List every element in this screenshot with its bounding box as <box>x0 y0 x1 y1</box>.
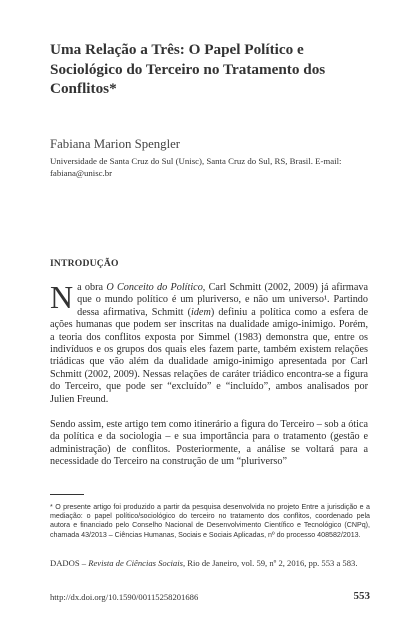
drop-cap: N <box>50 279 74 315</box>
idem-italic: idem <box>191 306 211 318</box>
section-heading: INTRODUÇÃO <box>50 258 119 269</box>
paragraph-1-text-b: , Carl Schmitt (2002, 2009) já afirmava que o mundo político é um pluriverso, e não um universo¹. Partindo dessa afirmativa, Schmitt ( <box>77 282 368 318</box>
journal-name: Revista de Ciências Sociais <box>88 558 183 568</box>
footnote: * O presente artigo foi produzido a partir da pesquisa desenvolvida no projeto Entre a jurisdição e a mediação: o papel político/sociológico do terceiro no tratamento dos conflitos, coordenado pela autora e financiado pelo Conselho Nacional de Desenvolvimento Científico e Tecnológico (CNPq), chamada 43/2013 – Ciências Humanas, Sociais e Sociais Aplicadas, nº do processo 408582/2013. <box>50 503 370 539</box>
article-title: Uma Relação a Três: O Papel Político e Sociológico do Terceiro no Tratamento dos Conflitos* <box>50 41 326 97</box>
paragraph-1-text-a: a obra <box>77 282 107 293</box>
author-affiliation: Universidade de Santa Cruz do Sul (Unisc), Santa Cruz do Sul, RS, Brasil. E-mail: fabiana@unisc.br <box>50 156 342 178</box>
page-number: 553 <box>353 590 370 602</box>
doi-link[interactable]: http://dx.doi.org/10.1590/00115258201686 <box>50 592 199 602</box>
journal-citation <box>50 558 370 568</box>
citation-prefix: DADOS – <box>50 558 89 568</box>
paragraph-1-text-c: ) definiu a política como a esfera de ações humanas que podem ser inscritas na dualidade amigo-inimigo. Porém, a teoria dos conflitos exposta por Simmel (1983) demonstra que, entre os indivíduos e os grupos dos quais eles fazem parte, também existem relações triádicas que vão além da dualidade amigo-inimigo apresentada por Carl Schmitt (2002, 2009). Nessas relações de caráter triádico encontra-se a figura do Terceiro, que pode ser “excluído” e “incluído”, ambos analisados por Julien Freund. <box>50 306 368 405</box>
citation-details: , Rio de Janeiro, vol. 59, nº 2, 2016, pp. 553 a 583. <box>182 558 358 568</box>
paragraph-2: Sendo assim, este artigo tem como itinerário a figura do Terceiro – sob a ótica da política e da sociologia – e sua importância para o tratamento (gestão e administração) de conflitos. Posteriormente, a análise se voltará para a necessidade do Terceiro na construção de um “pluriverso” <box>50 419 368 468</box>
book-title-italic: O Conceito do Político <box>106 282 203 293</box>
author-name: Fabiana Marion Spengler <box>50 137 181 151</box>
paragraph-1 <box>50 279 368 406</box>
footnote-divider <box>50 494 84 495</box>
